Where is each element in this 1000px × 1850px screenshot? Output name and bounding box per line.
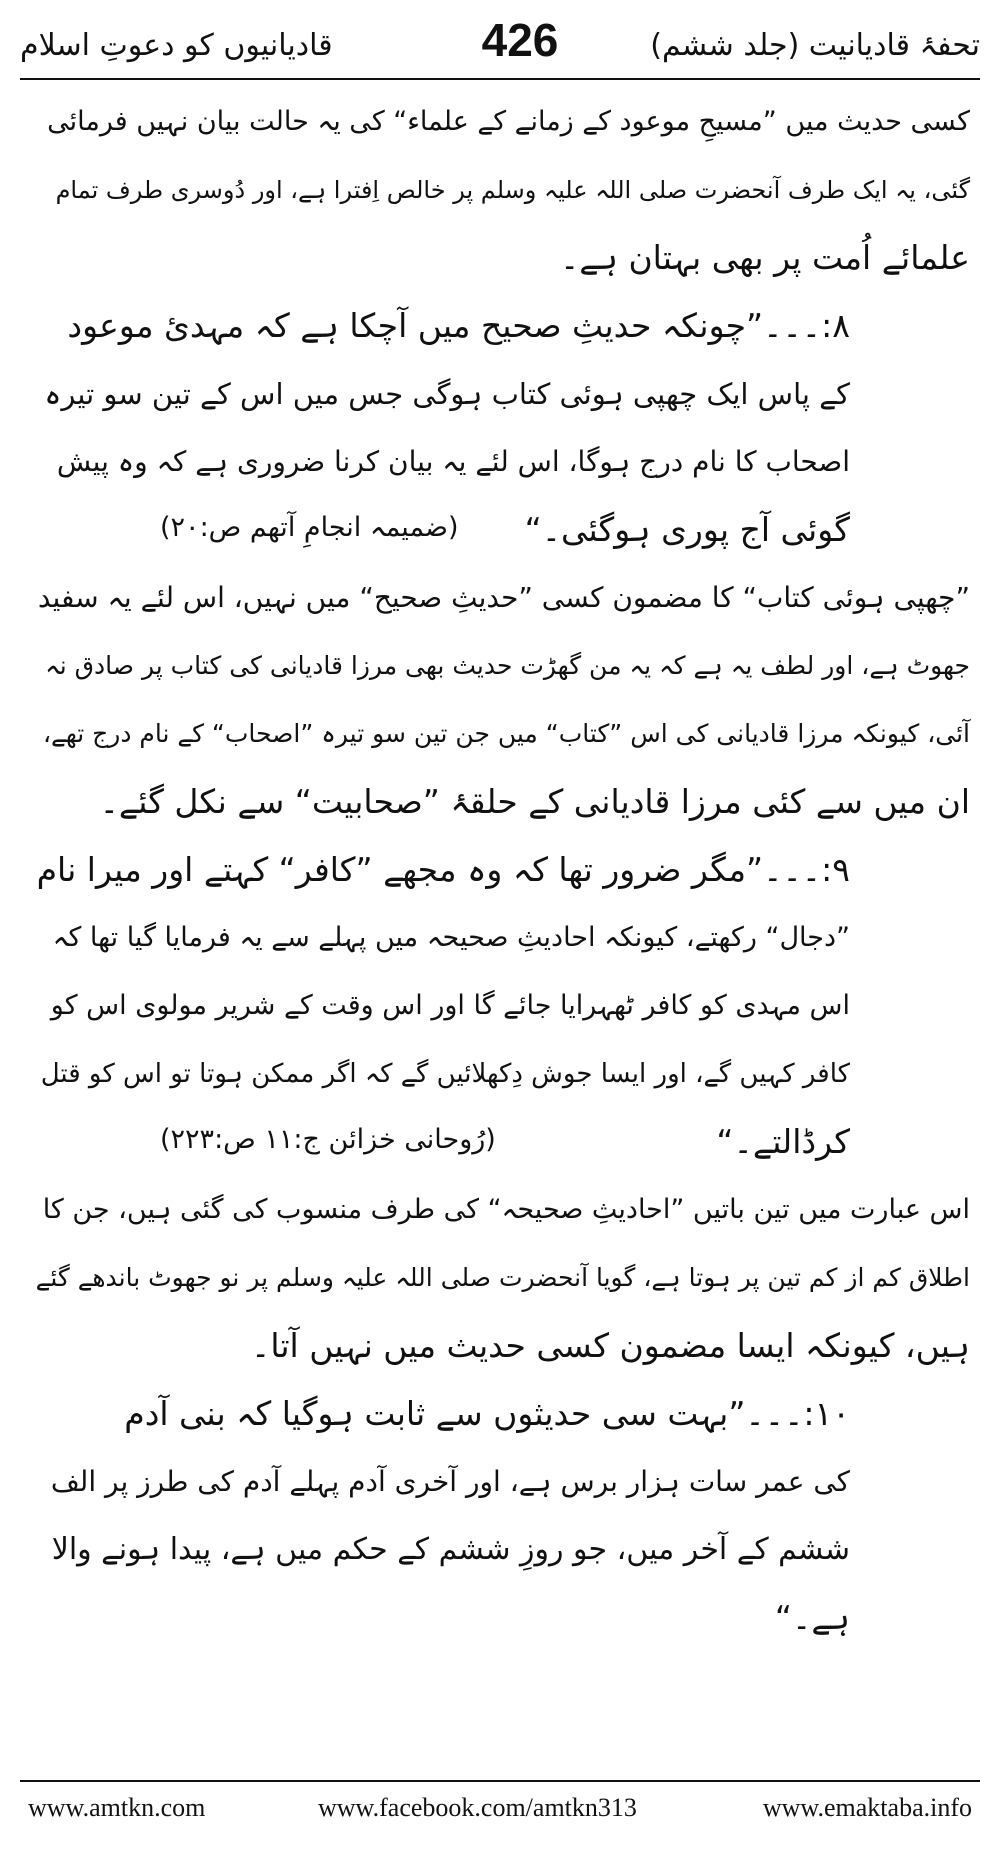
chapter-title: قادیانیوں کو دعوتِ اسلام <box>20 28 333 63</box>
quote-line: کافر کہیں گے، اور ایسا جوش دِکھلائیں گے کہ اگر ممکن ہوتا تو اس کو قتل <box>40 1059 850 1089</box>
quote-line: ۱۰:۔۔۔”بہت سی حدیثوں سے ثابت ہوگیا کہ بنی آدم <box>124 1394 850 1433</box>
footer-link-facebook: www.facebook.com/amtkn313 <box>318 1793 637 1822</box>
quote-line: کرڈالتے۔“ <box>716 1122 850 1161</box>
text-line: اس عبارت میں تین باتیں ”احادیثِ صحیحہ“ کی طرف منسوب کی گئی ہیں، جن کا <box>42 1194 970 1225</box>
quote-line: ”دجال“ رکھتے، کیونکہ احادیثِ صحیحہ میں پہلے سے یہ فرمایا گیا تھا کہ <box>52 922 850 953</box>
footer-link-emaktaba: www.emaktaba.info <box>762 1793 972 1822</box>
quote-line: اصحاب کا نام درج ہوگا، اس لئے یہ بیان کرنا ضروری ہے کہ وہ پیش <box>56 445 850 478</box>
quote-line: کے پاس ایک چھپی ہوئی کتاب ہوگی جس میں اس کے تین سو تیرہ <box>44 377 850 411</box>
text-line: علمائے اُمت پر بھی بہتان ہے۔ <box>559 238 970 277</box>
page-header <box>20 10 980 78</box>
text-line: کسی حدیث میں ”مسیحِ موعود کے زمانے کے علماء“ کی یہ حالت بیان نہیں فرمائی <box>47 106 970 137</box>
text-line: ہیں، کیونکہ ایسا مضمون کسی حدیث میں نہیں آتا۔ <box>250 1326 970 1365</box>
page-number: 426 <box>481 14 559 66</box>
footer-divider <box>20 1780 980 1782</box>
quote-line: کی عمر سات ہزار برس ہے، اور آخری آدم پہلے آدم کی طرز پر الف <box>50 1465 850 1498</box>
text-line: اطلاق کم از کم تین پر ہوتا ہے، گویا آنحضرت صلی اللہ علیہ وسلم پر نو جھوٹ باندھے گئے <box>35 1263 970 1292</box>
citation: (ضمیمہ انجامِ آتھم ص:۲۰) <box>160 512 459 543</box>
footer-link-amtkn: www.amtkn.com <box>28 1793 206 1822</box>
text-line: ”چھپی ہوئی کتاب“ کا مضمون کسی ”حدیثِ صحیح“ میں نہیں، اس لئے یہ سفید <box>37 581 970 614</box>
text-line: جھوٹ ہے، اور لطف یہ ہے کہ یہ من گھڑت حدیث بھی مرزا قادیانی کی کتاب پر صادق نہ <box>45 651 970 680</box>
text-line: ان میں سے کئی مرزا قادیانی کے حلقۂ ”صحابیت“ سے نکل گئے۔ <box>99 782 970 821</box>
text-line: گئی، یہ ایک طرف آنحضرت صلی اللہ علیہ وسلم پر خالص اِفترا ہے، اور دُوسری طرف تمام <box>55 176 970 204</box>
quote-line: ہے۔“ <box>774 1598 850 1637</box>
book-title: تحفۂ قادیانیت (جلد ششم) <box>650 28 980 63</box>
quote-line: ششم کے آخر میں، جو روزِ ششم کے حکم میں ہے، پیدا ہونے والا <box>51 1532 850 1567</box>
page-footer <box>28 1788 972 1828</box>
quote-line: اس مہدی کو کافر ٹھہرایا جائے گا اور اس وقت کے شریر مولوی اس کو <box>50 990 850 1021</box>
quote-line: ۹:۔۔۔”مگر ضرور تھا کہ وہ مجھے ”کافر“ کہتے اور میرا نام <box>36 850 850 889</box>
header-divider <box>20 78 980 80</box>
quote-line: گوئی آج پوری ہوگئی۔“ <box>524 510 850 549</box>
text-line: آئی، کیونکہ مرزا قادیانی کی اس ”کتاب“ میں جن تین سو تیرہ ”اصحاب“ کے نام درج تھے، <box>42 719 970 748</box>
quote-line: ۸:۔۔۔”چونکہ حدیثِ صحیح میں آچکا ہے کہ مہدیٔ موعود <box>67 306 850 345</box>
citation: (رُوحانی خزائن ج:۱۱ ص:۲۲۳) <box>160 1124 496 1155</box>
